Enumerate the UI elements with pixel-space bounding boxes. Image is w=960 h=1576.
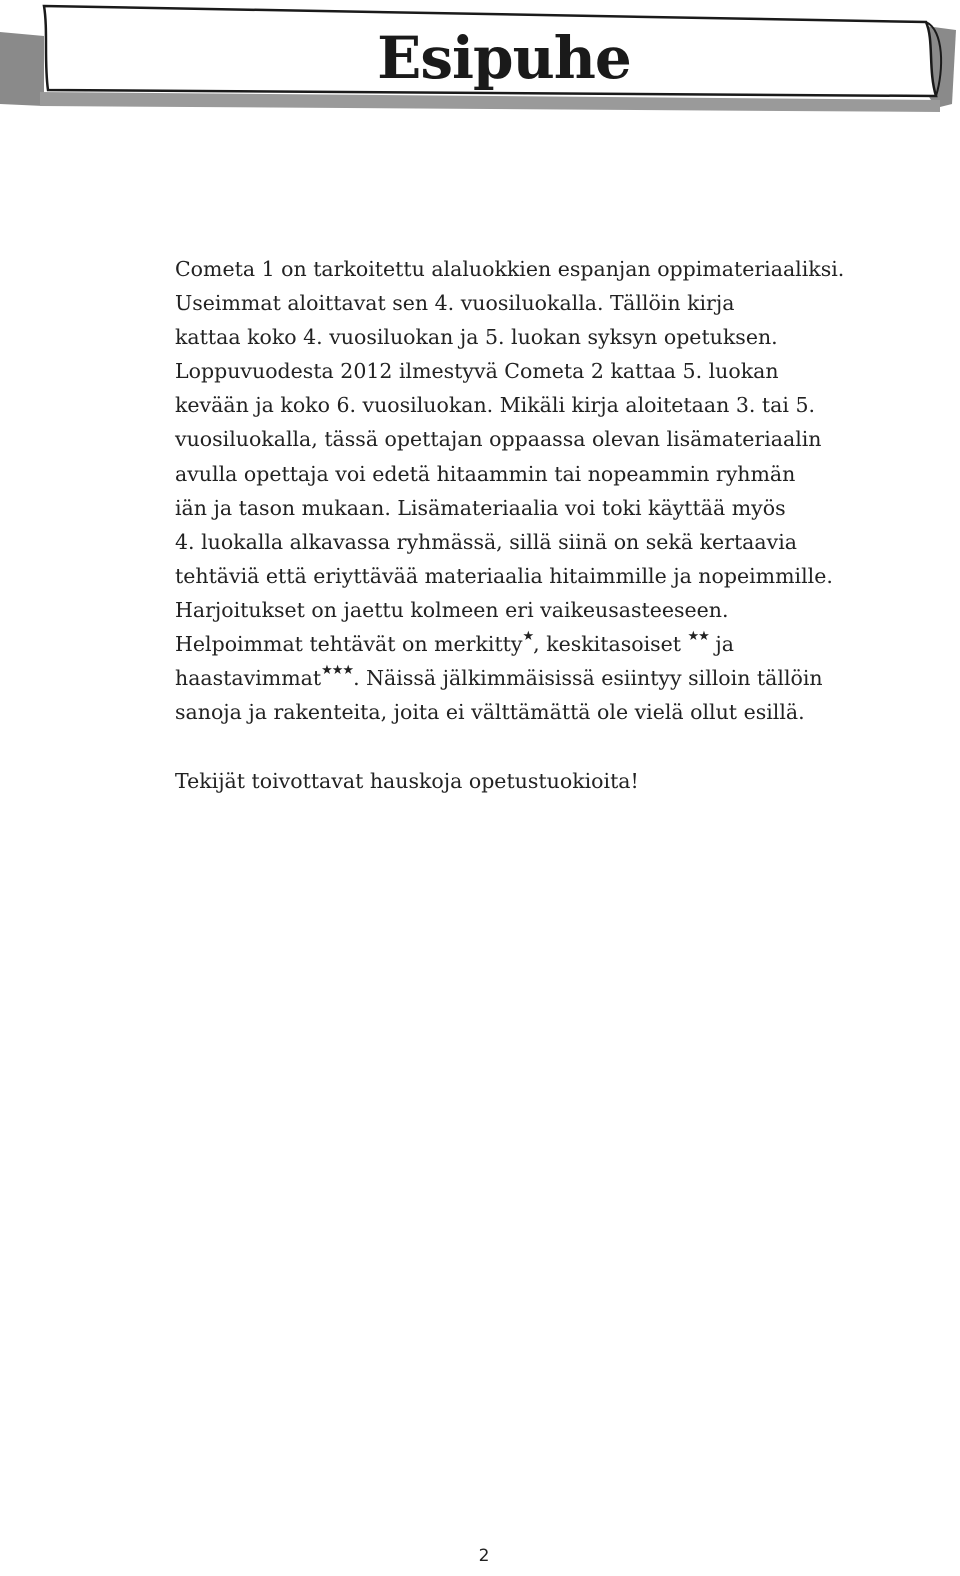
page-number: 2: [478, 1546, 490, 1566]
text-segment: . Näissä jälkimmäisissä esiintyy silloin tällöin: [353, 666, 823, 691]
text-line: kevään ja koko 6. vuosiluokan. Mikäli kirja aloitetaan 3. tai 5.: [175, 393, 816, 418]
star-icon-three: ★★★: [321, 663, 354, 679]
closing-line: Tekijät toivottavat hauskoja opetustuokioita!: [175, 769, 639, 793]
text-line: sanoja ja rakenteita, joita ei välttämättä ole vielä ollut esillä.: [175, 700, 805, 725]
text-segment: ja: [708, 632, 734, 657]
star-icon-two: ★★: [687, 629, 709, 645]
text-line: Harjoitukset on jaettu kolmeen eri vaikeusasteeseen.: [175, 597, 729, 622]
text-line: Loppuvuodesta 2012 ilmestyvä Cometa 2 kattaa 5. luokan: [175, 359, 779, 384]
text-line: 4. luokalla alkavassa ryhmässä, sillä siinä on sekä kertaavia: [175, 529, 797, 554]
text-line: avulla opettaja voi edetä hitaammin tai nopeammin ryhmän: [175, 461, 796, 486]
text-segment: , keskitasoiset: [533, 632, 688, 657]
text-segment: Helpoimmat tehtävät on merkitty: [175, 632, 523, 657]
text-line: iän ja tason mukaan. Lisämateriaalia voi toki käyttää myös: [175, 495, 786, 520]
text-line: Cometa 1 on tarkoitettu alaluokkien espanjan oppimateriaaliksi.: [175, 257, 845, 281]
star-icon-one: ★: [522, 629, 534, 645]
text-line: vuosiluokalla, tässä opettajan oppaassa olevan lisämateriaalin: [175, 427, 822, 452]
text-segment: haastavimmat: [175, 666, 322, 691]
page-title: Esipuhe: [377, 24, 631, 92]
preface-body: [175, 252, 845, 729]
text-line: kattaa koko 4. vuosiluokan ja 5. luokan syksyn opetuksen.: [175, 325, 778, 350]
text-line: tehtäviä että eriyttävää materiaalia hitaimmille ja nopeimmille.: [175, 563, 833, 588]
text-line-difficulty: [175, 627, 835, 661]
text-line-difficulty-hard: [175, 661, 835, 695]
text-line: Useimmat aloittavat sen 4. vuosiluokalla. Tällöin kirja: [175, 291, 735, 316]
